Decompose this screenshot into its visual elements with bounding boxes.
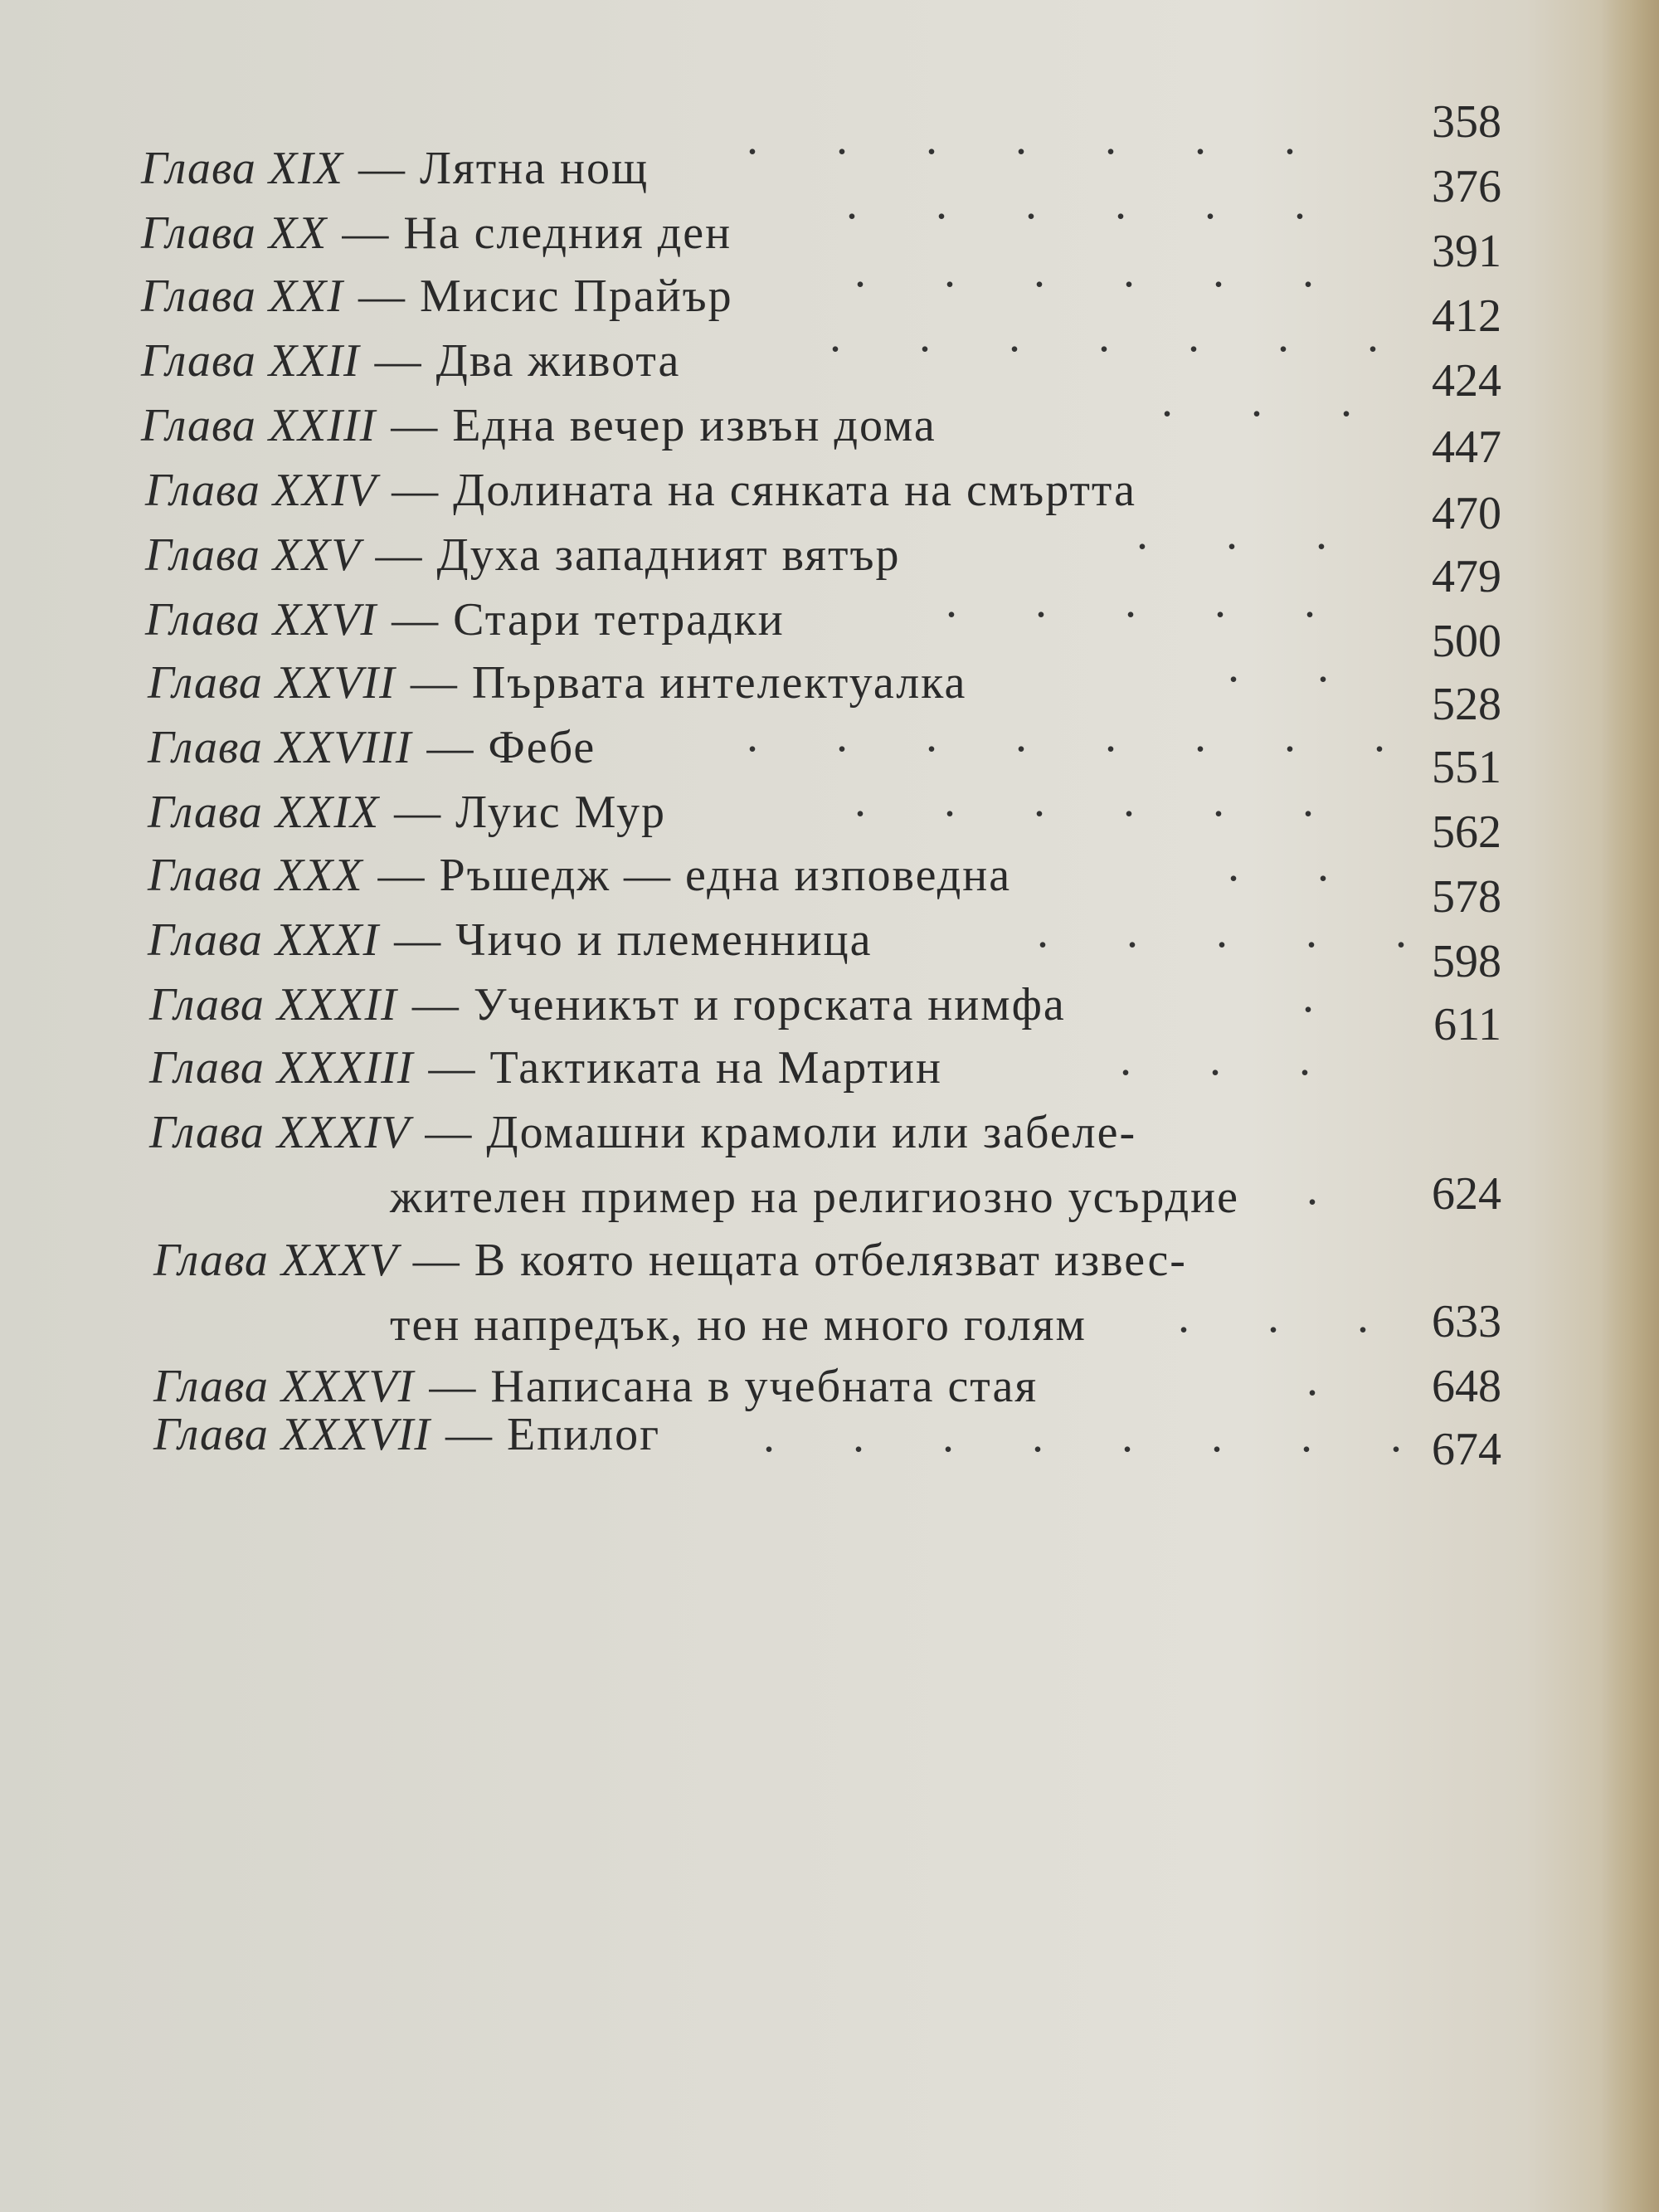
- leader-dots: . .: [1228, 641, 1362, 692]
- page-number: 611: [1433, 999, 1501, 1050]
- toc-entry: [153, 1231, 1187, 1289]
- toc-entry: [149, 1039, 942, 1097]
- chapter-title: Една вечер извън дома: [452, 400, 937, 451]
- dash: —: [392, 594, 439, 646]
- chapter-title: Епилог: [507, 1409, 661, 1460]
- leader-dots: . . .: [1161, 375, 1385, 426]
- chapter-title: Чичо и племенница: [455, 914, 873, 966]
- leader-dots: . . . . . .: [846, 178, 1339, 229]
- chapter-label: Глава XXXIII: [149, 1042, 414, 1094]
- page-number: 648: [1432, 1361, 1501, 1412]
- toc-entry: [141, 397, 937, 455]
- chapter-title: На следния ден: [403, 207, 732, 259]
- toc-entry: [145, 526, 900, 584]
- toc-entry: [149, 1104, 1136, 1162]
- leader-dots: . . .: [1178, 1291, 1402, 1342]
- chapter-title-continuation: тен напредък, но не много голям: [390, 1299, 1087, 1351]
- chapter-title: Ръшедж — една изповедна: [439, 850, 1012, 901]
- leader-dots: .: [1306, 1354, 1351, 1406]
- dash: —: [358, 270, 405, 322]
- leader-dots: . . .: [1120, 1034, 1344, 1085]
- page-number: 500: [1432, 616, 1501, 667]
- chapter-label: Глава XXVII: [148, 657, 396, 709]
- chapter-label: Глава XXVI: [145, 594, 377, 646]
- dash: —: [374, 335, 421, 387]
- leader-dots: . . . . .: [946, 576, 1349, 627]
- dash: —: [394, 787, 441, 838]
- chapter-title: Написана в учебната стая: [490, 1361, 1039, 1412]
- page-number: 562: [1432, 806, 1501, 858]
- toc-entry: [153, 1406, 660, 1464]
- toc-entry: [145, 591, 785, 649]
- toc-entry: [141, 139, 649, 197]
- dash: —: [392, 465, 439, 516]
- chapter-label: Глава XXXII: [149, 979, 397, 1030]
- toc-entry: [148, 911, 872, 969]
- toc-entry: [149, 976, 1066, 1034]
- dash: —: [391, 400, 438, 451]
- chapter-title: Домашни крамоли или забеле-: [486, 1107, 1137, 1158]
- page-number: 633: [1432, 1296, 1501, 1347]
- dash: —: [425, 1107, 472, 1158]
- chapter-label: Глава XXXVI: [153, 1361, 415, 1412]
- chapter-title: Ученикът и горската нимфа: [473, 979, 1066, 1030]
- dash: —: [412, 1235, 460, 1286]
- chapter-label: Глава XXX: [148, 850, 363, 901]
- toc-entry: [145, 461, 1136, 519]
- chapter-label: Глава XXVIII: [148, 722, 412, 773]
- chapter-title-continuation: жителен пример на религиозно усърдие: [390, 1172, 1239, 1223]
- chapter-label: Глава XXXV: [153, 1235, 398, 1286]
- dash: —: [429, 1361, 476, 1412]
- chapter-title: В която нещата отбелязват извес-: [474, 1235, 1187, 1286]
- leader-dots: . . . . . .: [854, 246, 1347, 297]
- dash: —: [410, 657, 457, 709]
- page-number: 424: [1432, 355, 1501, 407]
- dash: —: [342, 207, 389, 259]
- chapter-title: Долината на сянката на смъртта: [453, 465, 1136, 516]
- leader-dots: . .: [1228, 840, 1362, 891]
- dash: —: [428, 1042, 475, 1094]
- chapter-title: Лятна нощ: [419, 143, 649, 194]
- toc-entry: [141, 267, 733, 325]
- chapter-title: Фебе: [488, 722, 596, 773]
- toc-entry: [148, 783, 666, 841]
- page-number: 376: [1432, 161, 1501, 212]
- leader-dots: . . . . . . .: [747, 113, 1329, 164]
- toc-entry: [148, 846, 1011, 904]
- leader-dots: . . . . . . . .: [747, 710, 1418, 762]
- page-number: 551: [1432, 742, 1501, 793]
- leader-dots: . . . . . .: [854, 775, 1347, 826]
- chapter-label: Глава XXIV: [145, 465, 377, 516]
- dash: —: [377, 850, 425, 901]
- leader-dots: . . . . . . . .: [763, 1411, 1435, 1462]
- chapter-title: Мисис Прайър: [419, 270, 733, 322]
- chapter-title: Два живота: [435, 335, 681, 387]
- leader-dots: . . . . .: [1037, 906, 1440, 957]
- top-page-number: 358: [1432, 96, 1501, 148]
- page-number: 412: [1432, 290, 1501, 342]
- toc-entry: [141, 332, 680, 390]
- chapter-title: Духа западният вятър: [436, 529, 901, 581]
- dash: —: [445, 1409, 493, 1460]
- chapter-label: Глава XXXVII: [153, 1409, 431, 1460]
- leader-dots: . . . . . . .: [830, 310, 1412, 362]
- chapter-title: Луис Мур: [455, 787, 666, 838]
- toc-entry: [148, 654, 966, 712]
- chapter-title: Стари тетрадки: [453, 594, 785, 646]
- page-number: 447: [1432, 421, 1501, 473]
- page-number: 624: [1432, 1168, 1501, 1220]
- page-number: 470: [1432, 488, 1501, 539]
- chapter-label: Глава XXII: [141, 335, 360, 387]
- page-number: 479: [1432, 551, 1501, 602]
- dash: —: [411, 979, 459, 1030]
- page-number: 391: [1432, 226, 1501, 277]
- toc-entry: [148, 719, 596, 777]
- toc-entry: [141, 204, 732, 262]
- chapter-label: Глава XXIX: [148, 787, 380, 838]
- leader-dots: .: [1306, 1163, 1351, 1215]
- chapter-title: Тактиката на Мартин: [489, 1042, 942, 1094]
- page-number: 598: [1432, 936, 1501, 987]
- chapter-label: Глава XXXI: [148, 914, 380, 966]
- chapter-title: Първата интелектуалка: [471, 657, 967, 709]
- chapter-label: Глава XXI: [141, 270, 343, 322]
- leader-dots: .: [1302, 971, 1347, 1022]
- chapter-label: Глава XXV: [145, 529, 361, 581]
- chapter-label: Глава XXIII: [141, 400, 377, 451]
- chapter-label: Глава XIX: [141, 143, 343, 194]
- chapter-label: Глава XX: [141, 207, 328, 259]
- dash: —: [426, 722, 474, 773]
- chapter-label: Глава XXXIV: [149, 1107, 411, 1158]
- page-number: 528: [1432, 679, 1501, 730]
- page-number: 578: [1432, 871, 1501, 923]
- dash: —: [375, 529, 422, 581]
- dash: —: [358, 143, 405, 194]
- leader-dots: . . .: [1136, 508, 1360, 559]
- page-number: 674: [1432, 1424, 1501, 1475]
- dash: —: [394, 914, 441, 966]
